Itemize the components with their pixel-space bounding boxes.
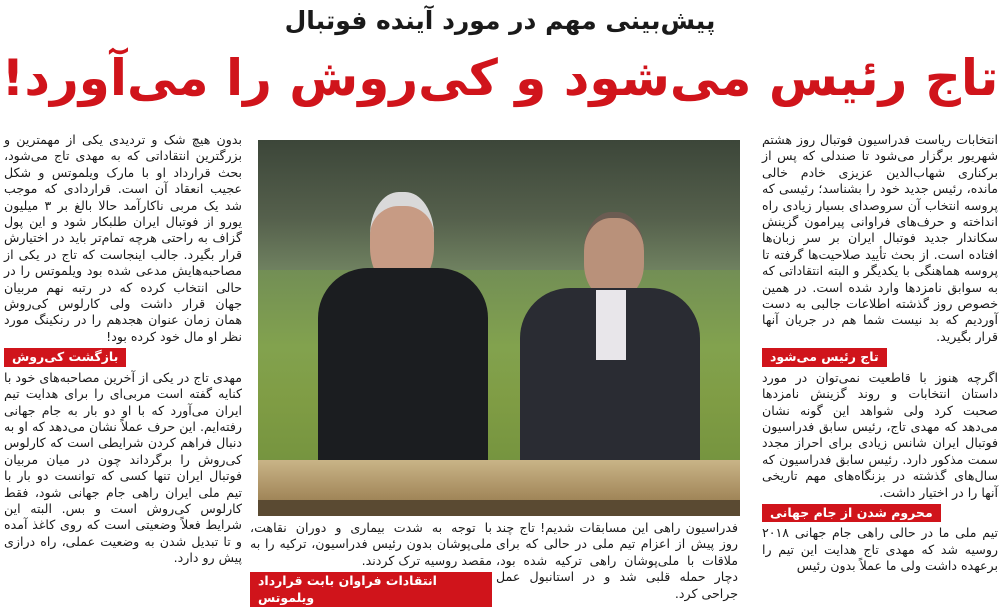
right-paragraph-1: انتخابات ریاست فدراسیون فوتبال روز هشتم شهریور برگزار می‌شود تا صندلی که پس از برکناری شهاب‌الدین عزیزی خادم خالی مانده، رئیس جدید خود را بشناسد؛ رئیسی که پروسه انتخاب آن سروصدای بسیار زیادی راه انداخته و حرف‌های فراوانی پیرامون گزینش سکاندار جدید فوتبال ایران بر سر زبان‌ها افتاده است. از بحث تأیید صلاحیت‌ها گرفته تا پروسه هماهنگی با یکدیگر و البته انتقاداتی که به سوابق نامزدها وارد شده است. در همین خصوص روز گذشته اطلاعات جالبی به دست آوردیم که بد نیست شما هم در جریان آنها قرار بگیرید. (762, 132, 998, 344)
right-paragraph-3: تیم ملی ما در حالی راهی جام جهانی ۲۰۱۸ روسیه شد که مهدی تاج هدایت این تیم را برعهده داشت ولی ما عملاً بدون رئیس (762, 525, 998, 574)
kicker: پیش‌بینی مهم در مورد آینده فوتبال (284, 6, 716, 35)
subheading-world-cup: محروم شدن از جام جهانی (762, 504, 941, 522)
photo-bench (258, 460, 740, 500)
bottom-middle-text (250, 520, 738, 608)
subheading-wilmots-contract: انتقادات فراوان بابت قرارداد ویلموتس (250, 572, 492, 607)
bottom-middle-left-block (250, 520, 492, 610)
headline: تاج رئیس می‌شود و کی‌روش را می‌آورد! (1, 49, 999, 107)
right-column (762, 132, 998, 575)
photo-person-right (520, 212, 700, 482)
left-paragraph-2: مهدی تاج در یکی از آخرین مصاحبه‌های خود با کنایه گفته است مربی‌ای را برای هدایت تیم ایران می‌آورد که با او دو بار به جام جهانی رفته‌ایم. این حرف عملاً نشان می‌دهد که او به دنبال فراهم کردن شرایطی است که کارلوس کی‌روش را برگرداند چون در میان مربیان فوتبال ایران تنها کسی که توانست دو بار با تیم ملی ایران راهی جام جهانی شود، فقط کارلوس کی‌روش است و بس. البته این شرایط فعلاً وضعیتی است که روی کاغذ آمده و تا تبدیل شدن به وضعیت عملی، راه درازی پیش رو دارد. (4, 369, 242, 566)
article-photo (258, 140, 740, 516)
subheading-taj-president: تاج رئیس می‌شود (762, 348, 887, 366)
left-paragraph-1: بدون هیچ شک و تردیدی یکی از مهمترین و بزرگترین انتقاداتی که به مهدی تاج می‌شود، بحث قرارداد او با مارک ویلموتس و شکل عجیب انعقاد آن است. قراردادی که موجب شد یک مربی ناکارآمد حالا بالغ بر ۳ میلیون یورو از فوتبال ایران طلبکار شود و این پول گزاف به راحتی هرچه تمام‌تر باید در اختیارش قرار بگیرد. جالب اینجاست که تاج در یکی از مصاحبه‌هایش مدعی شده بود ویلموتس را در حالی انتخاب کرده که در رتبه نهم مربیان جهان قرار داشت ولی کارلوس کی‌روش همان زمان عنوان هجدهم را در رنکینگ مورد نظر او مال خود کرده بود! (4, 132, 242, 344)
right-paragraph-2: اگرچه هنوز با قاطعیت نمی‌توان در مورد داستان انتخابات و روند گزینش نامزدها صحبت کرد ولی شواهد این گونه نشان می‌دهد که مهدی تاج، رئیس سابق فدراسیون فوتبال ایران شانس زیادی برای احراز مجدد سمت مذکور دارد. رئیس سابق فدراسیون که سال‌های گذشته در بزنگاه‌های مهم تاریخی آنها را در اختیار داشت. (762, 369, 998, 500)
photo-bench-base (258, 500, 740, 516)
subheading-queiroz-return: بازگشت کی‌روش (4, 348, 126, 366)
photo-person-left (318, 192, 488, 482)
bottom-middle-left-paragraph: با توجه به شدت بیماری و دوران نقاهت، ملی‌پوشان بدون رئیس فدراسیون، ترکیه را به مقصد روسیه ترک کردند. (250, 520, 492, 568)
bottom-middle-right-paragraph: فدراسیون راهی این مسابقات شدیم! تاج چند روز پیش از اعزام تیم ملی در حالی که برای ملاقات با ملی‌پوشان راهی ترکیه شده بود، دچار حمله قلبی شد و در استانبول عمل جراحی کرد. (496, 520, 738, 601)
left-column (4, 132, 242, 567)
